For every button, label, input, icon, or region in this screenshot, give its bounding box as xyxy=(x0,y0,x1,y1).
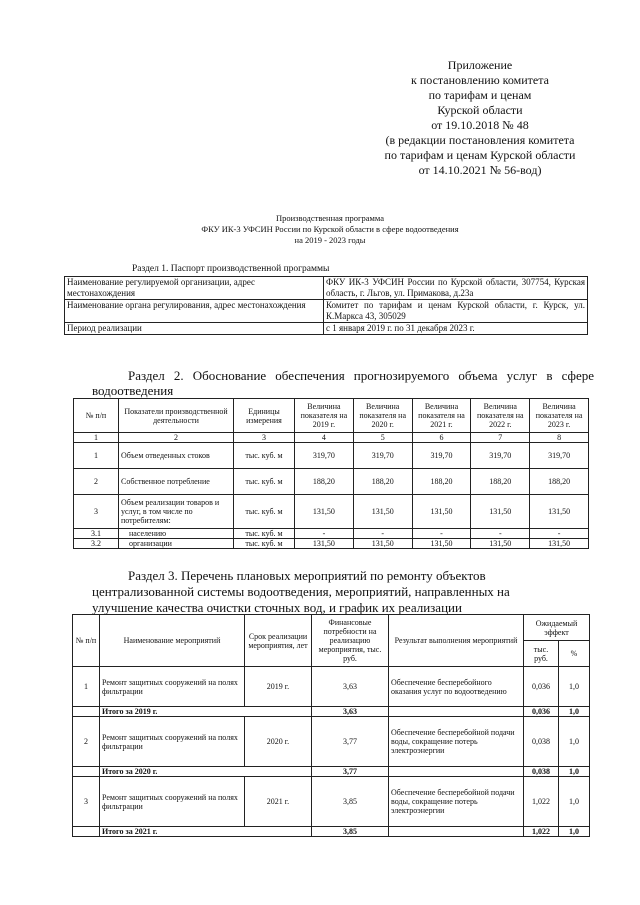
header-cell: Показатели производственной деятельности xyxy=(119,399,234,433)
indicator-name: Собственное потребление xyxy=(119,469,234,495)
effect-rub: 0,036 xyxy=(524,667,559,707)
header-cell: % xyxy=(559,641,590,667)
volume-table xyxy=(73,398,589,549)
section1-title: Раздел 1. Паспорт производственной программы xyxy=(132,264,330,274)
row-number: 2 xyxy=(73,717,100,767)
program-title xyxy=(120,213,540,246)
table-row xyxy=(74,529,589,539)
col-number: 2 xyxy=(119,433,234,443)
value-cell: 188,20 xyxy=(471,469,530,495)
table-row xyxy=(65,300,588,323)
total-row xyxy=(73,827,590,837)
table-row xyxy=(65,277,588,300)
value-cell: 319,70 xyxy=(412,443,471,469)
effect-pct: 1,0 xyxy=(559,717,590,767)
table-row xyxy=(74,443,589,469)
measure-term: 2020 г. xyxy=(245,717,312,767)
passport-label: Наименование органа регулирования, адрес местонахождения xyxy=(65,300,324,323)
value-cell: 188,20 xyxy=(530,469,589,495)
value-cell: 319,70 xyxy=(295,443,354,469)
measure-result: Обеспечение бесперебойной подачи воды, сокращение потерь электроэнергии xyxy=(389,777,524,827)
passport-table xyxy=(64,276,588,335)
value-cell: - xyxy=(412,529,471,539)
appendix-header xyxy=(340,58,620,178)
col-number: 3 xyxy=(234,433,295,443)
value-cell: 131,50 xyxy=(412,539,471,549)
total-pct: 1,0 xyxy=(559,827,590,837)
value-cell: 319,70 xyxy=(353,443,412,469)
program-title-line: на 2019 - 2023 годы xyxy=(294,235,366,245)
value-cell: - xyxy=(530,529,589,539)
section3-title-line: улучшение качества очистки сточных вод, и график их реализации xyxy=(92,600,462,615)
header-cell: Единицы измерения xyxy=(234,399,295,433)
col-number: 6 xyxy=(412,433,471,443)
value-cell: 131,50 xyxy=(412,495,471,529)
measure-finance: 3,63 xyxy=(312,667,389,707)
table-header-row xyxy=(73,615,590,641)
appendix-line: по тарифам и ценам xyxy=(428,88,532,102)
appendix-line: к постановлению комитета xyxy=(411,73,549,87)
section3-title-line: Раздел 3. Перечень плановых мероприятий по ремонту объектов xyxy=(128,568,486,583)
measure-result: Обеспечение бесперебойного оказания услуг по водоотведению xyxy=(389,667,524,707)
table-row xyxy=(74,469,589,495)
row-number: 2 xyxy=(74,469,119,495)
table-row xyxy=(74,495,589,529)
unit: тыс. куб. м xyxy=(234,539,295,549)
section2-title xyxy=(92,368,594,398)
header-cell: Наименование мероприятий xyxy=(100,615,245,667)
col-number: 1 xyxy=(74,433,119,443)
value-cell: 131,50 xyxy=(353,539,412,549)
value-cell: 319,70 xyxy=(471,443,530,469)
total-label: Итого за 2020 г. xyxy=(100,767,312,777)
total-rub: 0,036 xyxy=(524,707,559,717)
col-number: 4 xyxy=(295,433,354,443)
appendix-line: от 14.10.2021 № 56-вод) xyxy=(418,163,542,177)
row-number: 1 xyxy=(73,667,100,707)
indicator-name: населению xyxy=(119,529,234,539)
appendix-line: по тарифам и ценам Курской области xyxy=(384,148,576,162)
value-cell: 131,50 xyxy=(530,539,589,549)
table-header-row xyxy=(74,399,589,433)
passport-label: Наименование регулируемой организации, адрес местонахождения xyxy=(65,277,324,300)
unit: тыс. куб. м xyxy=(234,443,295,469)
header-cell: Ожидаемый эффект xyxy=(524,615,590,641)
appendix-line: Курской области xyxy=(437,103,523,117)
appendix-line: Приложение xyxy=(447,58,513,72)
row-number: 3.1 xyxy=(74,529,119,539)
value-cell: 131,50 xyxy=(471,495,530,529)
effect-rub: 0,038 xyxy=(524,717,559,767)
header-cell: тыс. руб. xyxy=(524,641,559,667)
total-row xyxy=(73,707,590,717)
measure-name: Ремонт защитных сооружений на полях фильтрации xyxy=(100,717,245,767)
effect-pct: 1,0 xyxy=(559,667,590,707)
total-rub: 1,022 xyxy=(524,827,559,837)
table-row xyxy=(73,717,590,767)
row-number: 1 xyxy=(74,443,119,469)
section3-title-line: централизованной системы водоотведения, мероприятий, направленных на xyxy=(92,584,510,599)
total-rub: 0,038 xyxy=(524,767,559,777)
total-finance: 3,77 xyxy=(312,767,389,777)
value-cell: 188,20 xyxy=(295,469,354,495)
measure-term: 2019 г. xyxy=(245,667,312,707)
total-label: Итого за 2021 г. xyxy=(100,827,312,837)
header-cell: Величина показателя на 2020 г. xyxy=(353,399,412,433)
measure-result: Обеспечение бесперебойной подачи воды, сокращение потерь электроэнергии xyxy=(389,717,524,767)
value-cell: 131,50 xyxy=(530,495,589,529)
unit: тыс. куб. м xyxy=(234,469,295,495)
effect-pct: 1,0 xyxy=(559,777,590,827)
value-cell: 131,50 xyxy=(471,539,530,549)
program-title-line: Производственная программа xyxy=(276,213,384,223)
total-pct: 1,0 xyxy=(559,707,590,717)
col-number: 7 xyxy=(471,433,530,443)
indicator-name: организации xyxy=(119,539,234,549)
value-cell: 131,50 xyxy=(295,495,354,529)
measure-term: 2021 г. xyxy=(245,777,312,827)
appendix-line: от 19.10.2018 № 48 xyxy=(431,118,529,132)
table-row xyxy=(65,323,588,335)
section2-title-line1: Раздел 2. Обоснование обеспечения прогнозируемого объема услуг в xyxy=(128,368,553,383)
header-cell: Величина показателя на 2022 г. xyxy=(471,399,530,433)
passport-value: ФКУ ИК-3 УФСИН России по Курской области, 307754, Курская область, г. Льгов, ул. Примакова, д.23а xyxy=(324,277,588,300)
value-cell: 131,50 xyxy=(295,539,354,549)
value-cell: 319,70 xyxy=(530,443,589,469)
table-row xyxy=(74,539,589,549)
measure-name: Ремонт защитных сооружений на полях фильтрации xyxy=(100,777,245,827)
header-cell: Финансовые потребности на реализацию мероприятия, тыс. руб. xyxy=(312,615,389,667)
measure-name: Ремонт защитных сооружений на полях фильтрации xyxy=(100,667,245,707)
total-finance: 3,85 xyxy=(312,827,389,837)
header-cell: № п/п xyxy=(74,399,119,433)
col-number: 8 xyxy=(530,433,589,443)
header-cell: Срок реализации мероприятия, лет xyxy=(245,615,312,667)
total-pct: 1,0 xyxy=(559,767,590,777)
row-number: 3 xyxy=(74,495,119,529)
appendix-line: (в редакции постановления комитета xyxy=(385,133,575,147)
passport-value: Комитет по тарифам и ценам Курской области, г. Курск, ул. К.Маркса 43, 305029 xyxy=(324,300,588,323)
passport-value: с 1 января 2019 г. по 31 декабря 2023 г. xyxy=(324,323,588,335)
col-number: 5 xyxy=(353,433,412,443)
header-cell: Величина показателя на 2021 г. xyxy=(412,399,471,433)
indicator-name: Объем реализации товаров и услуг, в том числе по потребителям: xyxy=(119,495,234,529)
total-label: Итого за 2019 г. xyxy=(100,707,312,717)
passport-label: Период реализации xyxy=(65,323,324,335)
header-cell: № п/п xyxy=(73,615,100,667)
row-number: 3 xyxy=(73,777,100,827)
total-finance: 3,63 xyxy=(312,707,389,717)
unit: тыс. куб. м xyxy=(234,529,295,539)
total-row xyxy=(73,767,590,777)
effect-rub: 1,022 xyxy=(524,777,559,827)
value-cell: - xyxy=(353,529,412,539)
indicator-name: Объем отведенных стоков xyxy=(119,443,234,469)
table-row xyxy=(73,777,590,827)
table-row xyxy=(73,667,590,707)
header-cell: Результат выполнения мероприятий xyxy=(389,615,524,667)
value-cell: 131,50 xyxy=(353,495,412,529)
measure-finance: 3,77 xyxy=(312,717,389,767)
value-cell: - xyxy=(295,529,354,539)
program-title-line: ФКУ ИК-3 УФСИН России по Курской области в сфере водоотведения xyxy=(201,224,459,234)
unit: тыс. куб. м xyxy=(234,495,295,529)
value-cell: - xyxy=(471,529,530,539)
value-cell: 188,20 xyxy=(412,469,471,495)
value-cell: 188,20 xyxy=(353,469,412,495)
column-number-row xyxy=(74,433,589,443)
row-number: 3.2 xyxy=(74,539,119,549)
measures-table xyxy=(72,614,590,837)
measure-finance: 3,85 xyxy=(312,777,389,827)
section2-title-line2: сфере водоотведения xyxy=(92,368,595,398)
section3-title xyxy=(92,568,594,616)
header-cell: Величина показателя на 2023 г. xyxy=(530,399,589,433)
header-cell: Величина показателя на 2019 г. xyxy=(295,399,354,433)
